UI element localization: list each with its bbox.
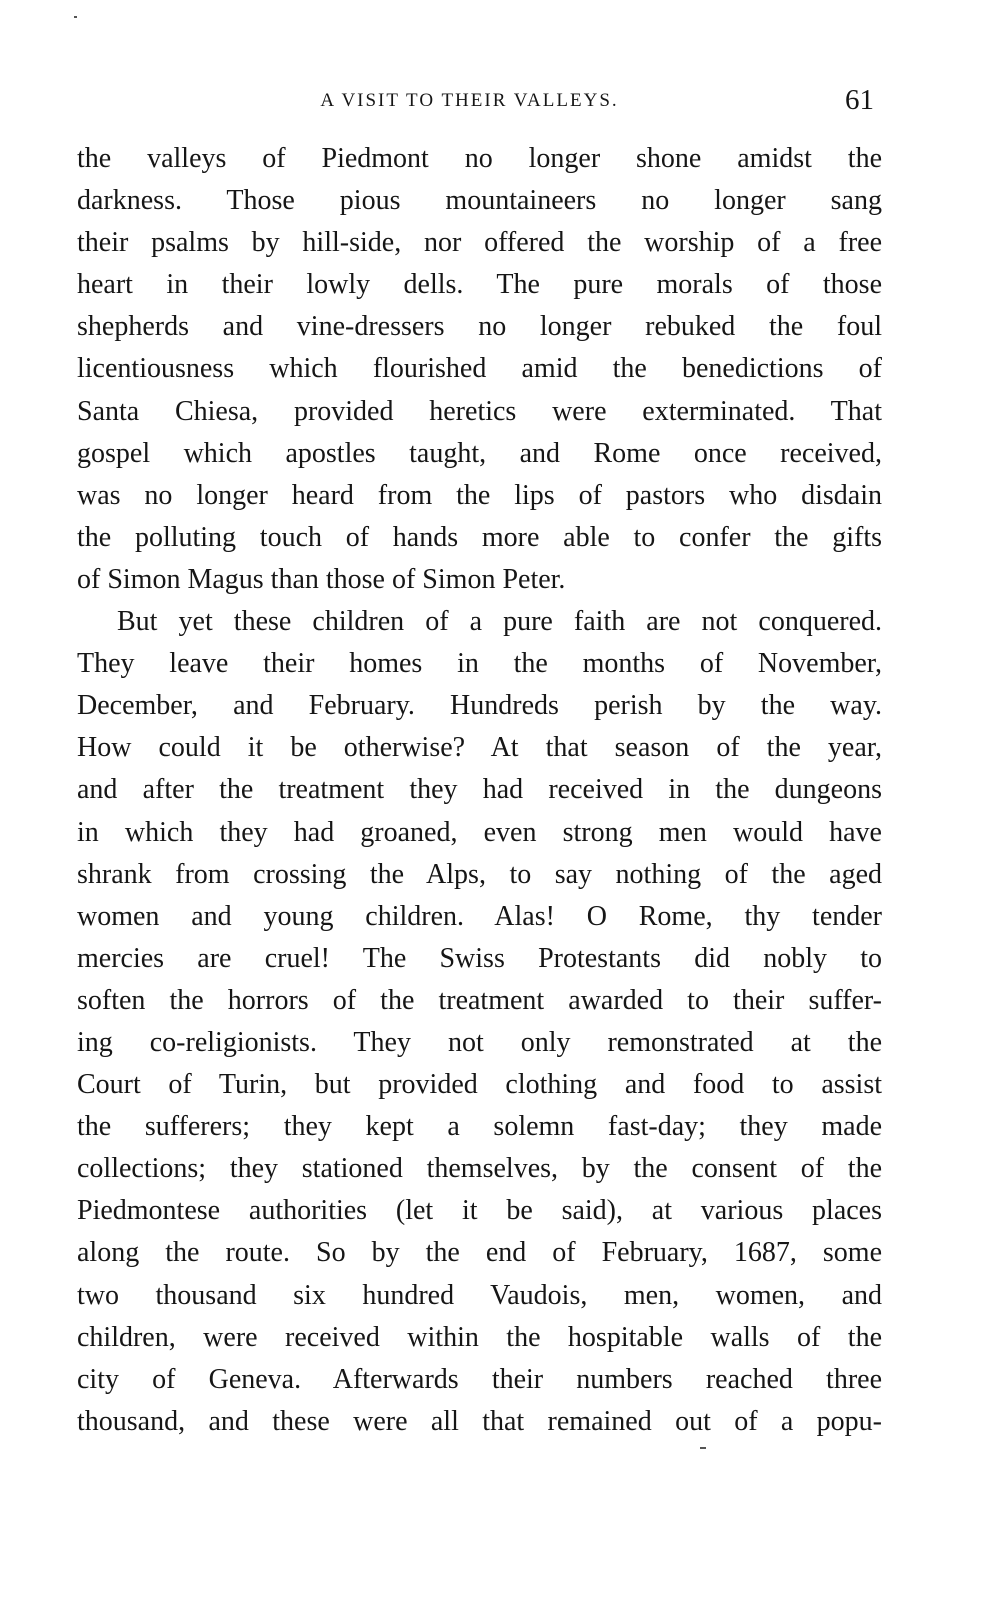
text-line: Court of Turin, but provided clothing and food to assist <box>77 1069 882 1101</box>
scan-speck <box>700 1447 706 1449</box>
page-number: 61 <box>845 84 874 116</box>
scan-speck <box>74 16 77 18</box>
running-head-title: A VISIT TO THEIR VALLEYS. <box>320 90 619 111</box>
text-line: and after the treatment they had received in the dungeons <box>77 774 882 806</box>
text-line: the polluting touch of hands more able to confer the gifts <box>77 521 882 553</box>
text-line: along the route. So by the end of February, 1687, some <box>77 1237 882 1269</box>
text-line: the valleys of Piedmont no longer shone amidst the <box>77 143 882 174</box>
text-line: collections; they stationed themselves, by the consent of the <box>77 1153 882 1185</box>
text-line: Piedmontese authorities (let it be said), at various places <box>77 1195 882 1227</box>
text-line: December, and February. Hundreds perish by the way. <box>77 690 882 722</box>
running-head <box>77 84 882 114</box>
text-line: But yet these children of a pure faith are not conquered. <box>117 606 882 638</box>
text-line: in which they had groaned, even strong men would have <box>77 816 882 848</box>
text-line: mercies are cruel! The Swiss Protestants did nobly to <box>77 942 882 974</box>
text-line: thousand, and these were all that remained out of a popu- <box>77 1405 882 1437</box>
text-line: Santa Chiesa, provided heretics were exterminated. That <box>77 395 882 427</box>
text-line: was no longer heard from the lips of pastors who disdain <box>77 479 882 511</box>
body-text <box>77 138 882 1443</box>
text-line: soften the horrors of the treatment awarded to their suffer- <box>77 984 882 1016</box>
text-line: ing co-religionists. They not only remonstrated at the <box>77 1026 882 1058</box>
text-line: of Simon Magus than those of Simon Peter. <box>77 563 566 595</box>
text-line: two thousand six hundred Vaudois, men, women, and <box>77 1279 882 1311</box>
text-line: How could it be otherwise? At that season of the year, <box>77 732 882 764</box>
text-line: children, were received within the hospitable walls of the <box>77 1321 882 1353</box>
text-line: the sufferers; they kept a solemn fast-day; they made <box>77 1111 882 1143</box>
text-line: women and young children. Alas! O Rome, thy tender <box>77 900 882 932</box>
text-line: shrank from crossing the Alps, to say nothing of the aged <box>77 858 882 890</box>
text-line: They leave their homes in the months of November, <box>77 648 882 680</box>
text-line: darkness. Those pious mountaineers no longer sang <box>77 185 882 217</box>
text-line: their psalms by hill-side, nor offered the worship of a free <box>77 227 882 259</box>
text-line: licentiousness which flourished amid the benedictions of <box>77 353 882 385</box>
text-line: heart in their lowly dells. The pure morals of those <box>77 269 882 301</box>
text-line: shepherds and vine-dressers no longer rebuked the foul <box>77 311 882 343</box>
text-line: city of Geneva. Afterwards their numbers reached three <box>77 1363 882 1395</box>
text-line: gospel which apostles taught, and Rome once received, <box>77 437 882 469</box>
